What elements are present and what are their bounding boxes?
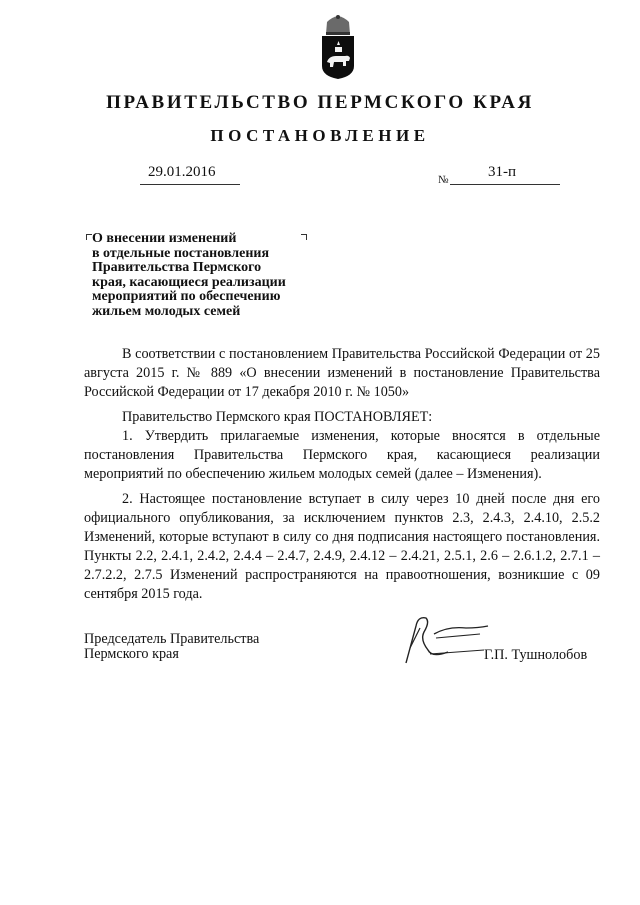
document-number: 31-п xyxy=(488,164,517,180)
subject-line: О внесении изменений xyxy=(92,231,237,246)
signatory-title xyxy=(84,632,259,662)
document-date: 29.01.2016 xyxy=(148,164,216,180)
signatory-title-line: Пермского края xyxy=(84,646,179,662)
signatory-name: Г.П. Тушнолобов xyxy=(484,647,588,663)
subject-bracket-right xyxy=(301,234,307,240)
subject-line: мероприятий по обеспечению xyxy=(92,289,281,304)
subject-line: края, касающиеся реализации xyxy=(92,274,286,290)
document-body xyxy=(84,345,600,610)
handwritten-signature-icon xyxy=(388,608,498,668)
clause-1-paragraph: 1. Утвердить прилагаемые изменения, которые вносятся в отдельные постановления Правительства Пермского края, касающиеся реализации мероприятий по обеспечению жильем молодых семей (далее – Изменения). xyxy=(84,428,600,482)
signatory-title-line: Председатель Правительства xyxy=(84,631,260,647)
subject-line: Правительства Пермского xyxy=(92,260,262,275)
coat-of-arms-icon xyxy=(318,14,358,80)
document-subject xyxy=(92,232,286,319)
document-type-title: ПОСТАНОВЛЕНИЕ xyxy=(210,126,430,145)
resolution-paragraph: Правительство Пермского края ПОСТАНОВЛЯЕТ: xyxy=(122,409,433,425)
date-underline xyxy=(140,184,240,185)
organization-title: ПРАВИТЕЛЬСТВО ПЕРМСКОГО КРАЯ xyxy=(106,92,534,113)
number-label: № xyxy=(438,174,449,186)
number-underline xyxy=(450,184,560,185)
subject-line: жильем молодых семей xyxy=(92,303,241,319)
clause-2-paragraph: 2. Настоящее постановление вступает в силу через 10 дней после дня его официального опубликования, за исключением пунктов 2.3, 2.4.3, 2.4.10, 2.5.2 Изменений, которые вступают в силу со дня подписания настоящего постановления. Пункты 2.2, 2.4.1, 2.4.2, 2.4.4 – 2.4.7, 2.4.9, 2.4.12 – 2.4.21, 2.5.1, 2.6 – 2.6.1.2, 2.7.1 – 2.7.2.2, 2.7.5 Изменений распространяются на правоотношения, возникшие с 09 сентября 2015 года. xyxy=(84,491,600,602)
preamble-paragraph: В соответствии с постановлением Правительства Российской Федерации от 25 августа 2015 г. № 889 «О внесении изменений в постановление Правительства Российской Федерации от 17 декабря 2010 г. № 1050» xyxy=(84,346,600,400)
subject-line: в отдельные постановления xyxy=(92,245,270,261)
